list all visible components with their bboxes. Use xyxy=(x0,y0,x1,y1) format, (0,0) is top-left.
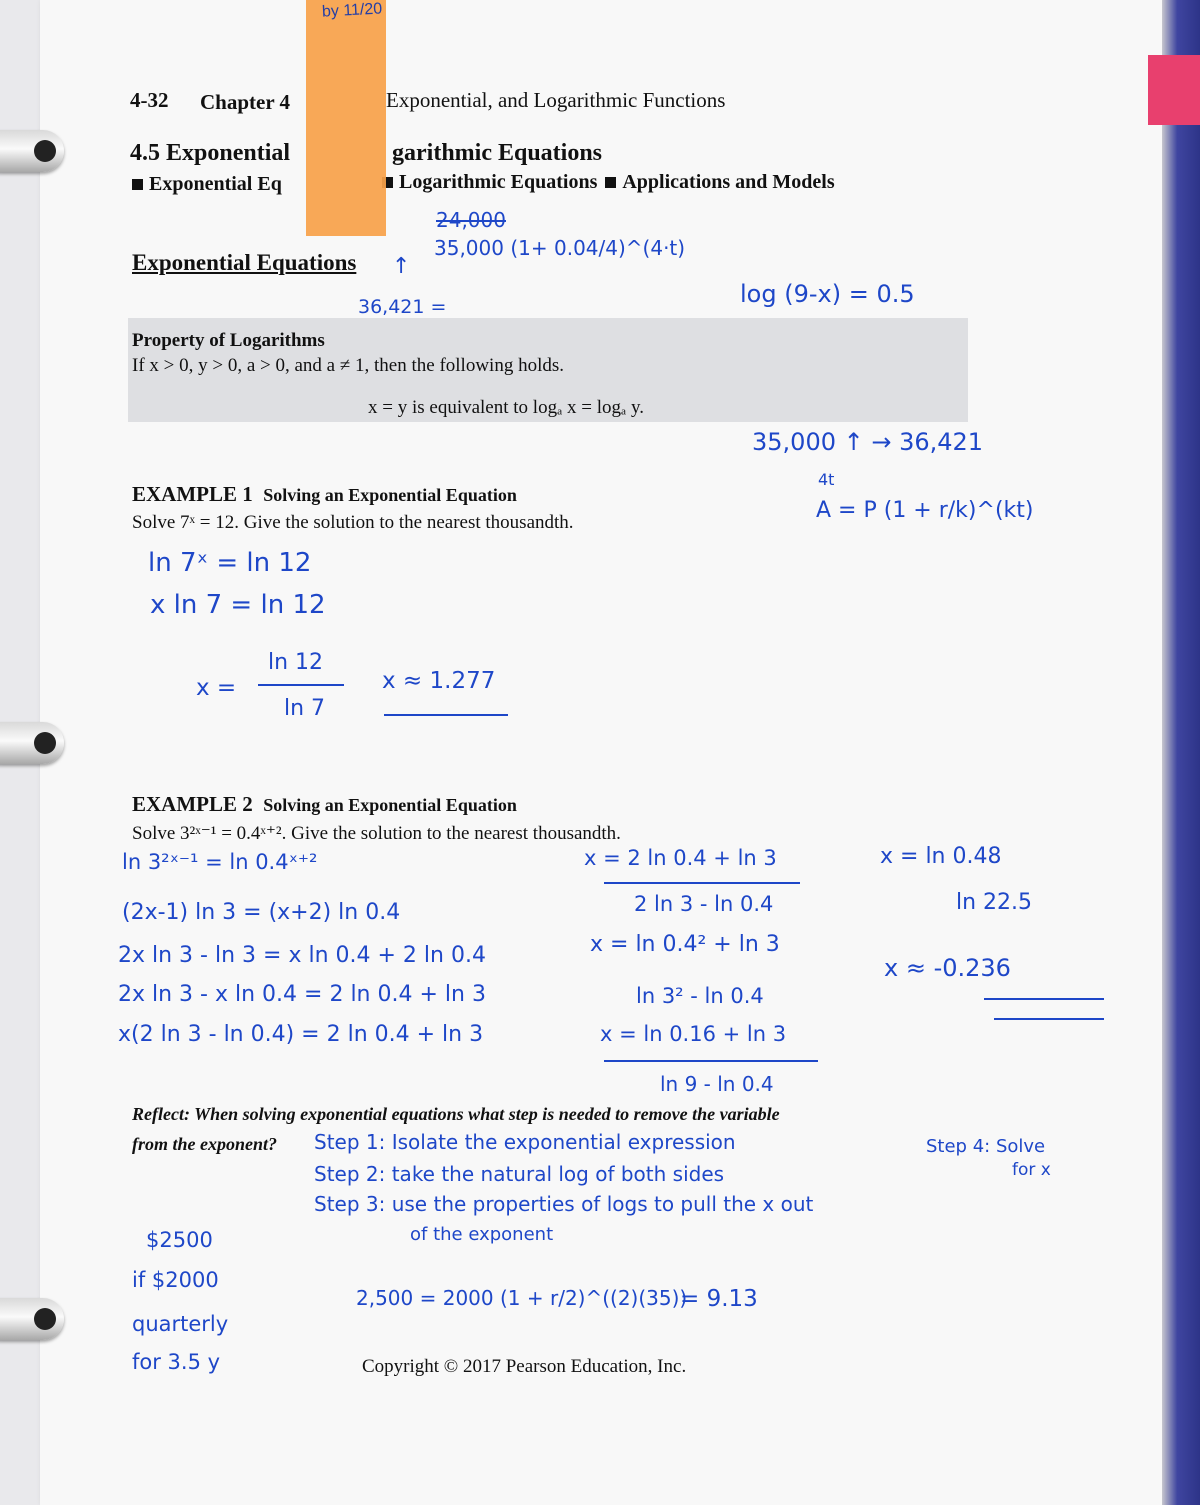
binder-ring-top xyxy=(0,130,64,172)
reflect-question-2: from the exponent? xyxy=(132,1134,278,1154)
example2-prompt: Solve 3²ˣ⁻¹ = 0.4ˣ⁺². Give the solution to the nearest thousandth. xyxy=(132,823,621,844)
hand-24000: 24,000 xyxy=(436,208,506,232)
example1-answer: x ≈ 1.277 xyxy=(382,668,496,694)
example2-line4: 2x ln 3 - x ln 0.4 = 2 ln 0.4 + ln 3 xyxy=(118,982,486,1007)
example1-answer-underline xyxy=(384,714,508,716)
subtopic-b: Logarithmic Equations xyxy=(399,171,598,193)
note-quarterly: quarterly xyxy=(132,1312,229,1336)
example2-title: EXAMPLE 2 xyxy=(132,792,253,816)
reflect-step3: Step 3: use the properties of logs to pull the x out xyxy=(314,1192,814,1216)
example2-result-num: x = ln 0.48 xyxy=(880,844,1002,869)
chapter-title: Exponential, and Logarithmic Functions xyxy=(386,88,726,112)
example2-mid3-den: ln 9 - ln 0.4 xyxy=(660,1072,774,1096)
hand-log-equation: log (9-x) = 0.5 xyxy=(740,280,915,308)
subtopic-a: Exponential Eq xyxy=(149,173,282,195)
exponential-equations-heading: Exponential Equations xyxy=(132,250,357,275)
example1-denominator: ln 7 xyxy=(284,696,326,721)
example2-mid3-bar xyxy=(604,1060,818,1062)
example1-work-line1: ln 7ˣ = ln 12 xyxy=(148,548,312,578)
binder-ring-middle xyxy=(0,722,64,764)
example2-mid2-den: ln 3² - ln 0.4 xyxy=(636,984,764,1008)
example1-work-line2: x ln 7 = ln 12 xyxy=(150,590,326,620)
bottom-equation: 2,500 = 2000 (1 + r/2)^((2)(35)) xyxy=(356,1286,688,1310)
hand-4t: 4t xyxy=(818,470,835,489)
bottom-result: = 9.13 xyxy=(680,1286,758,1312)
example1-subtitle: Solving an Exponential Equation xyxy=(263,485,517,505)
binder-edge xyxy=(1162,0,1200,1505)
example2-mid3-num: x = ln 0.16 + ln 3 xyxy=(600,1022,787,1046)
example2-subtitle: Solving an Exponential Equation xyxy=(263,795,517,815)
page-number: 4-32 xyxy=(130,88,169,112)
reflect-step3-cont: of the exponent xyxy=(410,1224,554,1245)
copyright: Copyright © 2017 Pearson Education, Inc. xyxy=(362,1356,687,1377)
example1-prompt: Solve 7ˣ = 12. Give the solution to the nearest thousandth. xyxy=(132,512,574,533)
example1-fraction-bar xyxy=(258,684,344,686)
example2-line1: ln 3²ˣ⁻¹ = ln 0.4ˣ⁺² xyxy=(122,850,318,874)
note-2500: $2500 xyxy=(146,1228,213,1252)
hand-arrow: ↑ xyxy=(392,254,411,279)
example2-line2: (2x-1) ln 3 = (x+2) ln 0.4 xyxy=(122,900,401,925)
reflect-step4-cont: for x xyxy=(1012,1160,1051,1180)
example2-line3: 2x ln 3 - ln 3 = x ln 0.4 + 2 ln 0.4 xyxy=(118,943,486,968)
note-2000: if $2000 xyxy=(132,1268,219,1292)
example2-mid1-num: x = 2 ln 0.4 + ln 3 xyxy=(584,846,777,870)
note-years: for 3.5 y xyxy=(132,1350,221,1374)
reflect-step2: Step 2: take the natural log of both sides xyxy=(314,1162,725,1186)
reflect-step1: Step 1: Isolate the exponential expression xyxy=(314,1130,736,1154)
example2-final-answer: x ≈ -0.236 xyxy=(884,954,1011,982)
binder-ring-bottom xyxy=(0,1298,64,1340)
example2-mid1-bar xyxy=(604,882,800,884)
hand-compound-expression: 35,000 (1+ 0.04/4)^(4·t) xyxy=(434,236,686,260)
pink-tab xyxy=(1148,55,1200,125)
example1-x-equals: x = xyxy=(196,675,237,701)
chapter-label: Chapter 4 xyxy=(200,90,291,114)
example1-title: EXAMPLE 1 xyxy=(132,482,253,506)
example2-answer-underline-1 xyxy=(984,998,1104,1000)
hand-growth-note: 35,000 ↑ → 36,421 xyxy=(752,428,984,456)
subtopic-c: Applications and Models xyxy=(622,171,835,193)
example2-answer-underline-2 xyxy=(994,1018,1104,1020)
property-line2: x = y is equivalent to logₐ x = logₐ y. xyxy=(368,397,644,418)
example2-mid1-den: 2 ln 3 - ln 0.4 xyxy=(634,892,774,916)
hand-36421: 36,421 = xyxy=(358,296,447,318)
example2-result-den: ln 22.5 xyxy=(956,890,1033,915)
sticky-note-text: by 11/20 xyxy=(321,0,383,21)
section-title-b: garithmic Equations xyxy=(392,140,603,166)
section-title-a: 4.5 Exponential xyxy=(130,140,291,166)
reflect-step4: Step 4: Solve xyxy=(926,1136,1046,1157)
example2-line5: x(2 ln 3 - ln 0.4) = 2 ln 0.4 + ln 3 xyxy=(118,1022,484,1047)
property-line1: If x > 0, y > 0, a > 0, and a ≠ 1, then the following holds. xyxy=(132,355,565,376)
hand-compound-formula: A = P (1 + r/k)^(kt) xyxy=(816,498,1034,523)
property-title: Property of Logarithms xyxy=(132,330,325,351)
sticky-note xyxy=(306,0,386,236)
example2-mid2-num: x = ln 0.4² + ln 3 xyxy=(590,932,780,957)
reflect-question: Reflect: When solving exponential equations what step is needed to remove the variable xyxy=(132,1104,780,1124)
example1-numerator: ln 12 xyxy=(268,650,324,675)
